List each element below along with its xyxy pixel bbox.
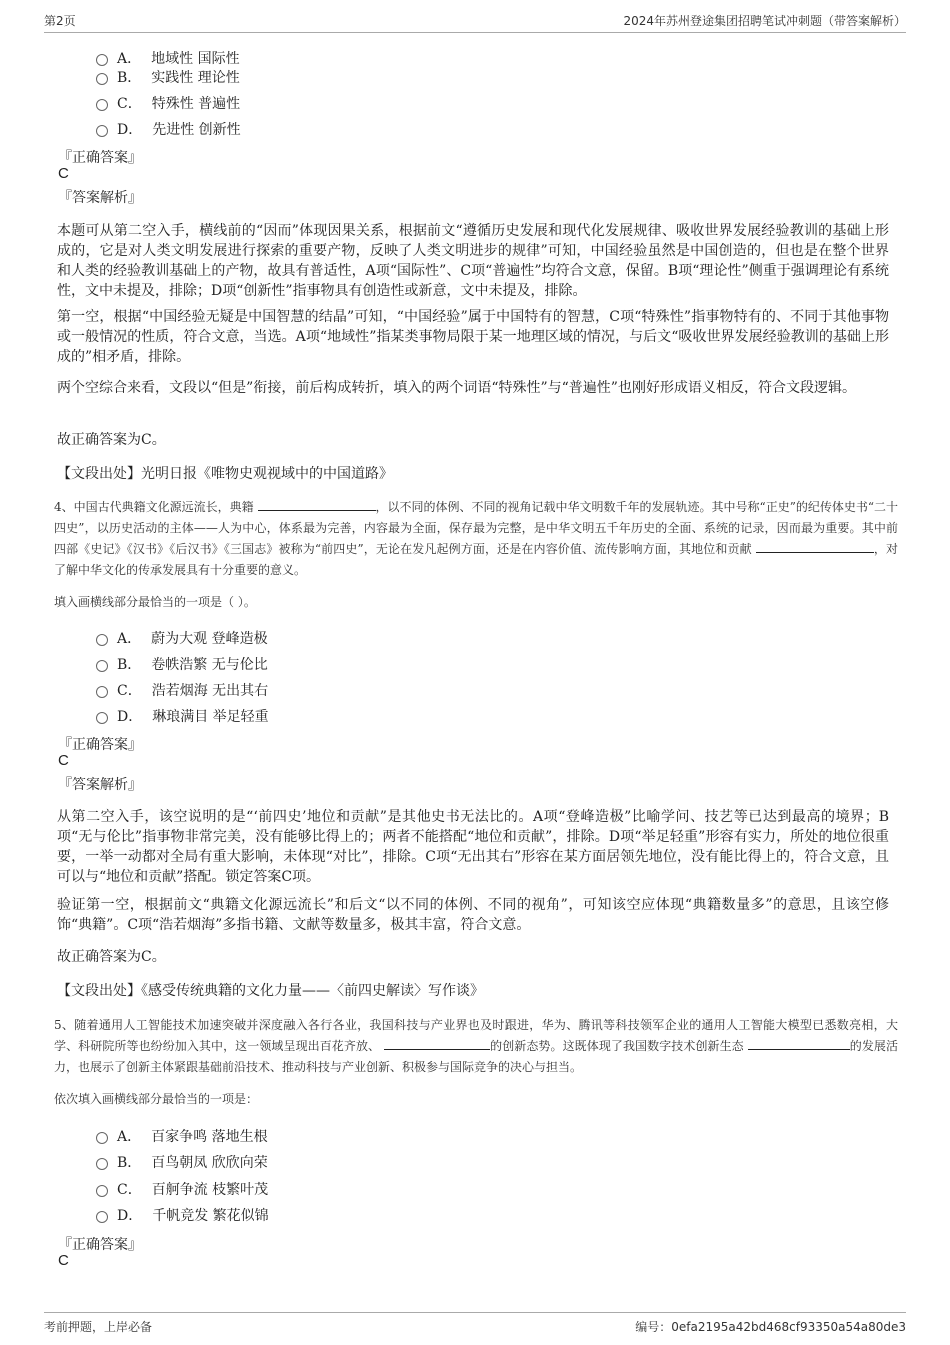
radio-icon[interactable] bbox=[96, 1211, 108, 1223]
radio-icon[interactable] bbox=[96, 712, 108, 724]
blank-line bbox=[756, 542, 874, 553]
conclusion: 故正确答案为C。 bbox=[57, 432, 166, 448]
source-citation: 【文段出处】光明日报《唯物史观视域中的中国道路》 bbox=[57, 466, 393, 482]
page-footer bbox=[44, 1312, 906, 1343]
blank-line bbox=[258, 500, 376, 511]
footer-slogan: 考前押题，上岸必备 bbox=[44, 1320, 153, 1334]
radio-icon[interactable] bbox=[96, 73, 108, 85]
answer-label: 『正确答案』 bbox=[58, 1237, 142, 1253]
q5-option-d[interactable]: D． 千帆竞发 繁花似锦 bbox=[96, 1205, 269, 1225]
question-prompt: 填入画横线部分最恰当的一项是（ ）。 bbox=[54, 595, 256, 609]
radio-icon[interactable] bbox=[96, 1185, 108, 1197]
analysis-paragraph: 第一空，根据“中国经验无疑是中国智慧的结晶”可知，“中国经验”属于中国特有的智慧，C项“特殊性”指事物特有的、不同于其他事物或一般情况的性质，符合文意，当选。A项“地域性”指某类事物局限于某一地理区域的情况，与后文“吸收世界发展经验教训的基础上形成的”相矛盾，排除。 bbox=[57, 309, 889, 365]
q4-option-c[interactable]: C． 浩若烟海 无出其右 bbox=[96, 680, 268, 700]
document-title: 2024年苏州登途集团招聘笔试冲刺题（带答案解析） bbox=[623, 14, 906, 28]
q4-option-b[interactable]: B． 卷帙浩繁 无与伦比 bbox=[96, 654, 268, 674]
q5-option-a[interactable]: A． 百家争鸣 落地生根 bbox=[96, 1126, 268, 1146]
source-citation: 【文段出处】《感受传统典籍的文化力量——〈前四史解读〉写作谈》 bbox=[57, 983, 484, 999]
answer-value: C bbox=[58, 1252, 69, 1269]
q3-option-d[interactable]: D． 先进性 创新性 bbox=[96, 119, 241, 139]
analysis-label: 『答案解析』 bbox=[58, 777, 142, 793]
answer-label: 『正确答案』 bbox=[58, 737, 142, 753]
question-stem: 4、中国古代典籍文化源远流长，典籍 ，以不同的体例、不同的视角记载中华文明数千年的发展轨迹。其中号称“正史”的纪传体史书“二十四史”，以历史活动的主体——人为中心，体系最为完善，内容最为全面，保存最为完整，是中华文明五千年历史的全面、系统的记录，因而最为重要。其中前四部《史记》《汉书》《后汉书》《三国志》被称为“前四史”，无论在发凡起例方面，还是在内容价值、流传影响方面，其地位和贡献 ，对了解中华文化的传承发展具有十分重要的意义。 bbox=[54, 500, 898, 577]
q3-option-c[interactable]: C． 特殊性 普遍性 bbox=[96, 93, 240, 113]
question-prompt: 依次填入画横线部分最恰当的一项是： bbox=[54, 1092, 259, 1106]
q5-option-b[interactable]: B． 百鸟朝凤 欣欣向荣 bbox=[96, 1152, 268, 1172]
question-stem: 5、随着通用人工智能技术加速突破并深度融入各行各业，我国科技与产业界也及时跟进，华为、腾讯等科技领军企业的通用人工智能大模型已悉数亮相，大学、科研院所等也纷纷加入其中，这一领域呈现出百花齐放、 的创新态势。这既体现了我国数字技术创新生态 的发展活力，也展示了创新主体紧跟基础前沿技术、推动科技与产业创新、积极参与国际竞争的决心与担当。 bbox=[54, 1018, 898, 1074]
radio-icon[interactable] bbox=[96, 660, 108, 672]
blank-line bbox=[748, 1039, 850, 1050]
analysis-label: 『答案解析』 bbox=[58, 190, 142, 206]
radio-icon[interactable] bbox=[96, 686, 108, 698]
q4-option-a[interactable]: A． 蔚为大观 登峰造极 bbox=[96, 628, 268, 648]
radio-icon[interactable] bbox=[96, 634, 108, 646]
q3-option-a[interactable]: A． 地域性 国际性 bbox=[96, 48, 240, 68]
radio-icon[interactable] bbox=[96, 99, 108, 111]
conclusion: 故正确答案为C。 bbox=[57, 949, 166, 965]
answer-label: 『正确答案』 bbox=[58, 150, 142, 166]
analysis-paragraph: 从第二空入手，该空说明的是“‘前四史’地位和贡献”是其他史书无法比的。A项“登峰造极”比喻学问、技艺等已达到最高的境界；B项“无与伦比”指事物非常完美，没有能够比得上的；两者不能搭配“地位和贡献”，排除。D项“举足轻重”形容有实力，所处的地位很重要，一举一动都对全局有重大影响，未体现“对比”，排除。C项“无出其右”形容在某方面居领先地位，没有能比得上的，符合文意，且可以与“地位和贡献”搭配。锁定答案C项。 bbox=[57, 809, 889, 885]
page-number: 第2页 bbox=[44, 14, 76, 28]
document-id: 编号：0efa2195a42bd468cf93350a54a80de3 bbox=[635, 1320, 906, 1334]
blank-line bbox=[384, 1039, 490, 1050]
q3-option-b[interactable]: B． 实践性 理论性 bbox=[96, 67, 240, 87]
radio-icon[interactable] bbox=[96, 1132, 108, 1144]
q5-option-c[interactable]: C． 百舸争流 枝繁叶茂 bbox=[96, 1179, 268, 1199]
answer-value: C bbox=[58, 752, 69, 769]
q4-option-d[interactable]: D． 琳琅满目 举足轻重 bbox=[96, 706, 269, 726]
analysis-paragraph: 两个空综合来看，文段以“但是”衔接，前后构成转折，填入的两个词语“特殊性”与“普遍性”也刚好形成语义相反，符合文段逻辑。 bbox=[57, 380, 856, 396]
radio-icon[interactable] bbox=[96, 125, 108, 137]
answer-value: C bbox=[58, 165, 69, 182]
radio-icon[interactable] bbox=[96, 1158, 108, 1170]
analysis-paragraph: 验证第一空，根据前文“典籍文化源远流长”和后文“以不同的体例、不同的视角”，可知该空应体现“典籍数量多”的意思，且该空修饰“典籍”。C项“浩若烟海”多指书籍、文献等数量多，极其丰富，符合文意。 bbox=[57, 897, 889, 933]
page-header bbox=[44, 6, 906, 33]
radio-icon[interactable] bbox=[96, 54, 108, 66]
analysis-paragraph: 本题可从第二空入手，横线前的“因而”体现因果关系，根据前文“遵循历史发展和现代化发展规律、吸收世界发展经验教训的基础上形成的，它是对人类文明发展进行探索的重要产物，反映了人类文明进步的规律”可知，中国经验虽然是中国创造的，但也是在整个世界和人类的经验教训基础上的产物，故具有普适性，A项“国际性”、C项“普遍性”均符合文意，保留。B项“理论性”侧重于强调理论有系统性，文中未提及，排除；D项“创新性”指事物具有创造性或新意，文中未提及，排除。 bbox=[57, 223, 889, 299]
